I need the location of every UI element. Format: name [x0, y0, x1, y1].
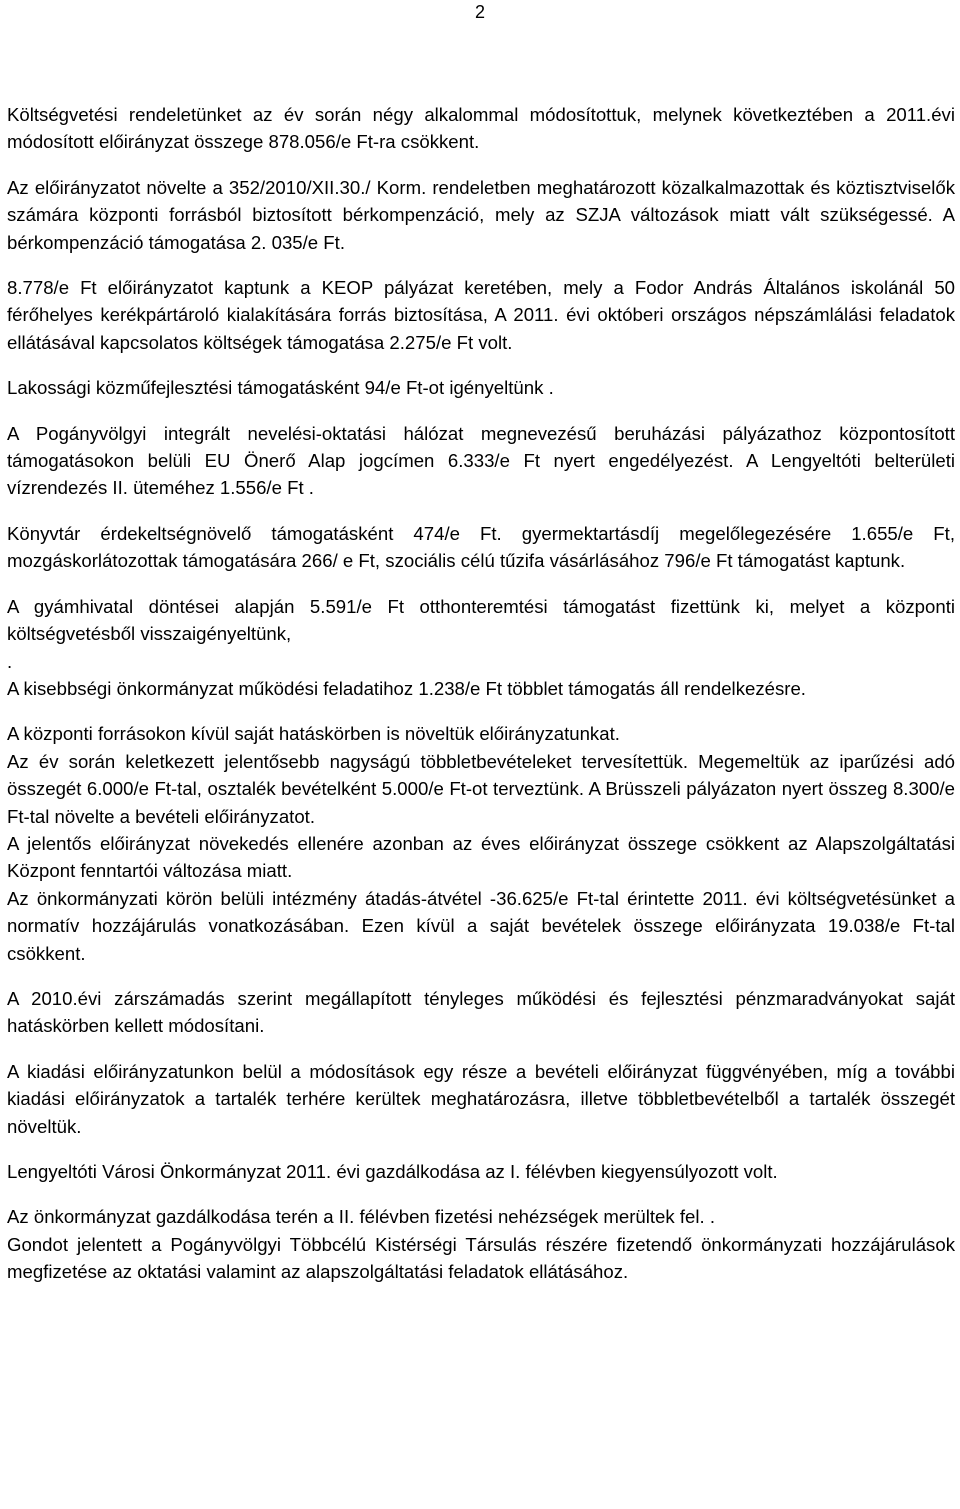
paragraph-keop-grant: 8.778/e Ft előirányzatot kaptunk a KEOP pályázat keretében, mely a Fodor András Általános iskolánál 50 férőhelyes kerékpártároló kialakítására forrás biztosítása, A 2011. évi októberi országos népszámlálási feladatok ellátásával kapcsolatos költségek támogatása 2.275/e Ft volt. — [7, 277, 955, 353]
paragraph-own-authority: A központi forrásokon kívül saját hatáskörben is növeltük előirányzatunkat. — [7, 723, 620, 745]
paragraph-second-half-year: Az önkormányzat gazdálkodása terén a II. félévben fizetési nehézségek merültek fel. . — [7, 1206, 715, 1228]
paragraph-wage-compensation: Az előirányzatot növelte a 352/2010/XII.30./ Korm. rendeletben meghatározott közalkalmazottak és köztisztviselők számára központi forrásból biztosított bérkompenzáció, mely az SZJA változások miatt vált szükségessé. A bérkompenzáció támogatása 2. 035/e Ft. — [7, 176, 955, 253]
paragraph-utility-development: Lakossági közműfejlesztési támogatásként 94/e Ft-ot igényeltünk . — [7, 377, 554, 399]
paragraph-pogányvölgyi-network: A Pogányvölgyi integrált nevelési-oktatási hálózat megnevezésű beruházási pályázathoz központosított támogatásokon belüli EU Önerő Alap jogcímen 6.333/e Ft nyert engedélyezést. A Lengyeltóti belterületi vízrendezés II. üteméhez 1.556/e Ft . — [7, 422, 955, 499]
paragraph-expenditure-appropriation: A kiadási előirányzatunkon belül a módosítások egy része a bevételi előirányzat függvényében, míg a további kiadási előirányzatok a tartalék terhére kerültek meghatározásra, illetve többletbevételből a tartalék összegét növeltük. — [7, 1060, 955, 1137]
paragraph-dot: . — [7, 650, 13, 672]
document-body — [7, 101, 955, 1286]
paragraph-budget-modifications: Költségvetési rendeletünket az év során négy alkalommal módosítottuk, melynek következtében a 2011.évi módosított előirányzat összege 878.056/e Ft-ra csökkent. — [7, 104, 955, 153]
paragraph-association-contributions: Gondot jelentett a Pogányvölgyi Többcélú Kistérségi Társulás részére fizetendő önkormányzati hozzájárulások megfizetése az oktatási valamint az alapszolgáltatási feladatok ellátásához. — [7, 1233, 955, 1283]
page-number: 2 — [474, 2, 485, 22]
paragraph-first-half-year: Lengyeltóti Városi Önkormányzat 2011. évi gazdálkodása az I. félévben kiegyensúlyozott volt. — [7, 1161, 778, 1182]
paragraph-appropriation-increase: A jelentős előirányzat növekedés ellenére azonban az éves előirányzat összege csökkent az Alapszolgáltatási Központ fenntartói változása miatt. — [7, 832, 955, 882]
paragraph-extra-revenue: Az év során keletkezett jelentősebb nagyságú többletbevételeket tervesítettük. Megemeltük az iparűzési adó összegét 6.000/e Ft-tal, osztalék bevételként 5.000/e Ft-ot terveztünk. A Brüsszeli pályázaton nyert összeg 8.300/e Ft-tal növelte a bevételi előirányzatot. — [7, 750, 955, 827]
paragraph-closing-accounts: A 2010.évi zárszámadás szerint megállapított tényleges működési és fejlesztési pénzmaradványokat saját hatáskörben kellett módosítani. — [7, 987, 955, 1037]
paragraph-institution-transfer: Az önkormányzati körön belüli intézmény átadás-átvétel -36.625/e Ft-tal érintette 2011. évi költségvetésünket a normatív hozzájárulás vonatkozásában. Ezen kívül a saját bevételek összege előirányzata 19.038/e Ft-tal csökkent. — [7, 887, 955, 964]
paragraph-library-support: Könyvtár érdekeltségnövelő támogatásként 474/e Ft. gyermektartásdíj megelőlegezésére 1.655/e Ft, mozgáskorlátozottak támogatására 266/ e Ft, szociális célú tűzifa vásárlásához 796/e Ft támogatást kaptunk. — [7, 522, 955, 572]
paragraph-guardianship: A gyámhivatal döntései alapján 5.591/e Ft otthonteremtési támogatást fizettünk ki, melyet a központi költségvetésből visszaigényeltünk, — [7, 595, 955, 645]
paragraph-minority-government: A kisebbségi önkormányzat működési feladatihoz 1.238/e Ft többlet támogatás áll rendelkezésre. — [7, 677, 806, 699]
